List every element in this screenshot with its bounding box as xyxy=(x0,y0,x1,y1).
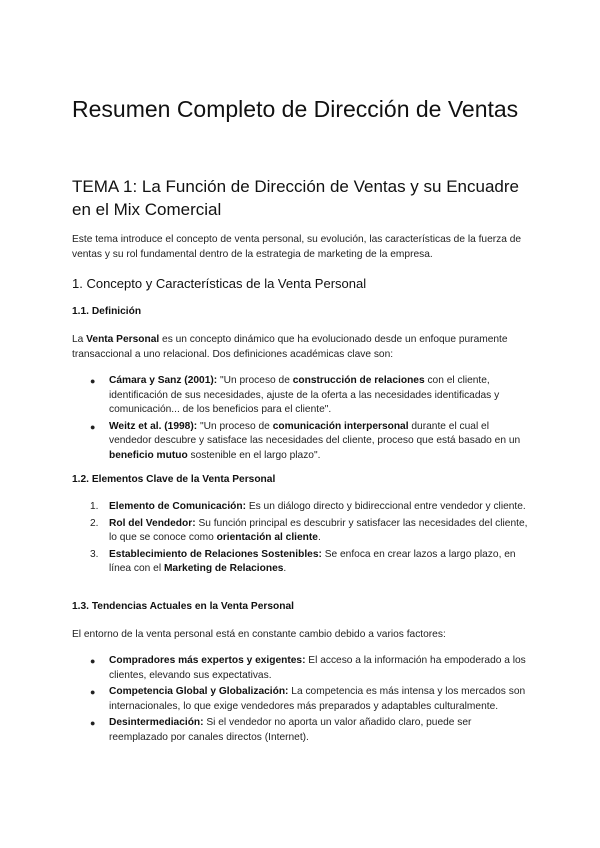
key-elements-list xyxy=(72,500,528,579)
subsection-1-2-heading: 1.2. Elementos Clave de la Venta Personal xyxy=(72,474,276,485)
list-item: 2. Rol del Vendedor: Su función principal es descubrir y satisfacer las necesidades del cliente, lo que se conoce como orientación al cliente. xyxy=(90,517,528,543)
list-item: 1. Elemento de Comunicación: Es un diálogo directo y bidireccional entre vendedor y cliente. xyxy=(90,501,526,512)
definition-paragraph: La Venta Personal es un concepto dinámico que ha evolucionado desde un enfoque puramente transaccional a uno relacional. Dos definiciones académicas clave son: xyxy=(72,334,508,360)
bullet-icon: ● xyxy=(90,421,96,432)
subsection-1-3-heading: 1.3. Tendencias Actuales en la Venta Personal xyxy=(72,601,294,612)
list-item: ● Weitz et al. (1998): "Un proceso de comunicación interpersonal durante el cual el vendedor descubre y satisface las necesidades del cliente, proceso que está basado en un beneficio mutuo sostenible en el largo plazo". xyxy=(90,420,521,461)
tema-heading: TEMA 1: La Función de Dirección de Ventas y su Encuadre en el Mix Comercial xyxy=(72,177,519,219)
definitions-list xyxy=(72,374,528,465)
list-item: ● Cámara y Sanz (2001): "Un proceso de construcción de relaciones con el cliente, identificación de sus necesidades, ajuste de la oferta a las necesidades identificadas y comunicación... de los beneficios para el cliente". xyxy=(90,375,500,415)
trends-list xyxy=(72,654,528,747)
list-item: ● Compradores más expertos y exigentes: El acceso a la información ha empoderado a los clientes, elevando sus expectativas. xyxy=(90,655,526,681)
trends-intro: El entorno de la venta personal está en constante cambio debido a varios factores: xyxy=(72,629,446,640)
list-item: ● Competencia Global y Globalización: La competencia es más intensa y los mercados son internacionales, lo que exige vendedores más preparados y adaptables culturalmente. xyxy=(90,686,526,712)
section-1-heading: 1. Concepto y Características de la Venta Personal xyxy=(72,276,367,291)
bullet-icon: ● xyxy=(90,687,96,697)
subsection-1-1-heading: 1.1. Definición xyxy=(72,306,142,317)
bullet-icon: ● xyxy=(90,376,96,386)
tema-intro: Este tema introduce el concepto de venta personal, su evolución, las características de la fuerza de ventas y su rol fundamental dentro de la estrategia de marketing de la empresa. xyxy=(72,234,522,260)
document-title: Resumen Completo de Dirección de Ventas xyxy=(72,96,519,122)
bullet-icon: ● xyxy=(90,718,96,728)
list-item: ● Desintermediación: Si el vendedor no aporta un valor añadido claro, puede ser reemplazado por canales directos (Internet). xyxy=(90,717,472,743)
bullet-icon: ● xyxy=(90,656,96,666)
list-item: 3. Establecimiento de Relaciones Sostenibles: Se enfoca en crear lazos a largo plazo, en línea con el Marketing de Relaciones. xyxy=(90,548,516,574)
